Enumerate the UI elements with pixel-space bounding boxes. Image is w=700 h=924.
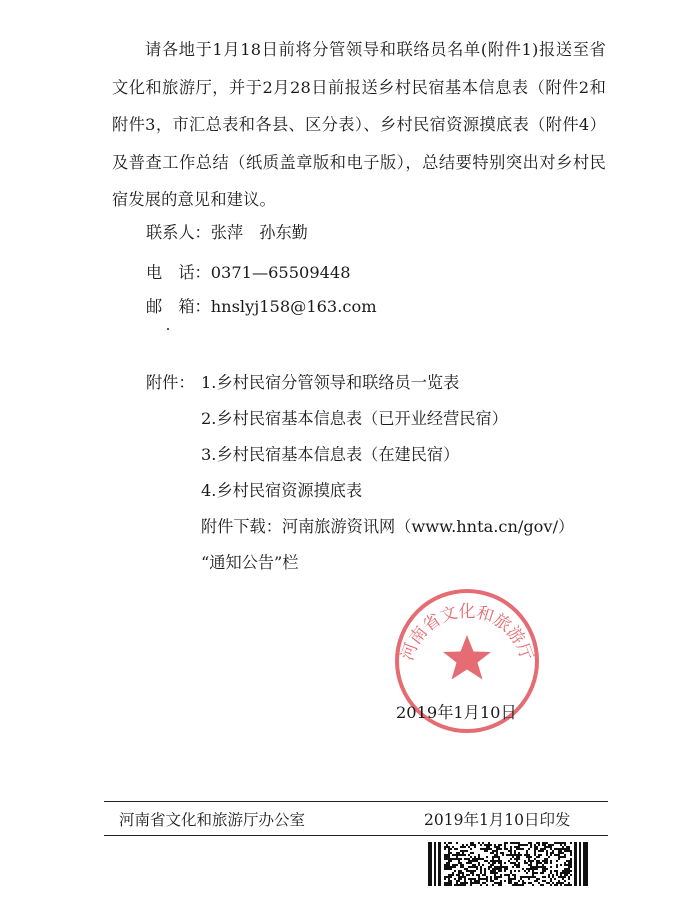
footer-issue-date: 2019年1月10日印发 [424, 811, 571, 829]
footer-office: 河南省文化和旅游厅办公室 [119, 811, 306, 829]
footer-rule-bottom [104, 835, 608, 836]
contact-persons-value: 张萍 孙东勤 [210, 223, 308, 242]
document-barcode [428, 842, 588, 886]
contact-email [146, 293, 377, 317]
signature-date: 2019年1月10日 [396, 703, 517, 722]
seal-text: 河南省文化和旅游厅 [397, 602, 537, 664]
contact-phone [146, 259, 351, 283]
contact-phone-value: 0371—65509448 [210, 263, 351, 282]
contact-persons [146, 219, 308, 243]
contact-email-value: hnslyj158@163.com [210, 297, 377, 316]
attachment-item: 4.乡村民宿资源摸底表 [201, 481, 363, 500]
attachment-item: 1.乡村民宿分管领导和联络员一览表 [201, 373, 460, 392]
attachments-label: 附件： [146, 373, 195, 392]
footer-rule-top [104, 801, 608, 802]
contact-phone-label: 电 话： [146, 263, 211, 282]
attachment-item: 3.乡村民宿基本信息表（在建民宿） [201, 445, 460, 464]
attachment-download-line: 附件下载：河南旅游资讯网（www.hnta.cn/gov/） [201, 517, 575, 536]
contact-email-label: 邮 箱： [146, 297, 211, 316]
seal-star-icon [443, 635, 491, 680]
attachment-download-section: “通知公告”栏 [201, 553, 299, 572]
notice-paragraph: 请各地于1月18日前将分管领导和联络员名单(附件1)报送至省文化和旅游厅，并于2月28日前报送乡村民宿基本信息表（附件2和附件3，市汇总表和各县、区分表）、乡村民宿资源摸底表（附件4）及普查工作总结（纸质盖章版和电子版），总结要特别突出对乡村民宿发展的意见和建议。 [112, 40, 606, 209]
contact-persons-label: 联系人： [146, 223, 211, 242]
scan-speck [167, 328, 169, 330]
attachment-item: 2.乡村民宿基本信息表（已开业经营民宿） [201, 409, 508, 428]
